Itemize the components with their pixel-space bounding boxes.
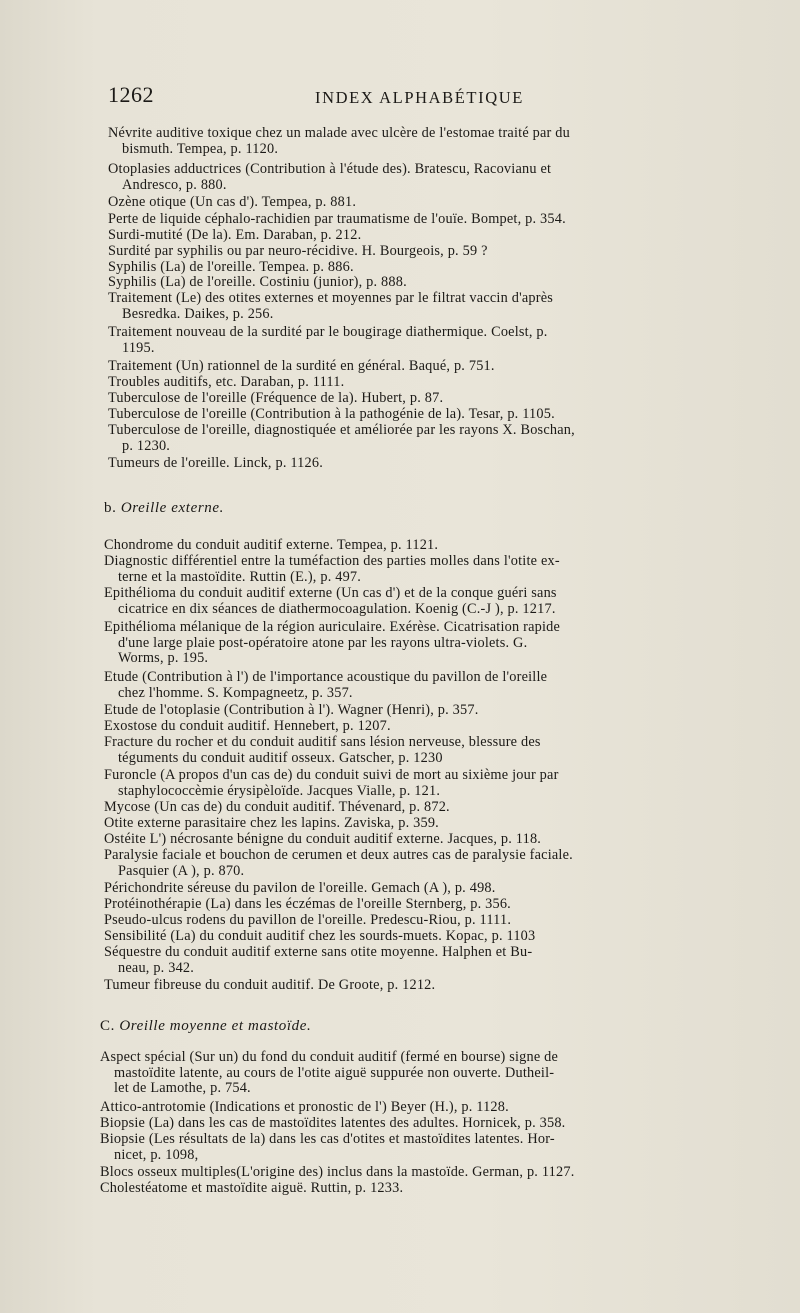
index-entry: Sensibilité (La) du conduit auditif chez les sourds-muets. Kopac, p. 1103 [104,928,536,944]
index-entry: Epithélioma mélanique de la région auriculaire. Exérèse. Cicatrisation rapide d'une large plaie post-opératoire atone par les rayons ultra-violets. G. Worms, p. 195. [104,619,561,667]
page-number: 1262 [108,82,154,107]
index-entry: Surdi-mutité (De la). Em. Daraban, p. 212. [108,227,362,243]
index-entry: Otite externe parasitaire chez les lapins. Zaviska, p. 359. [104,815,439,831]
index-entry: Ostéite L') nécrosante bénigne du conduit auditif externe. Jacques, p. 118. [104,831,542,847]
index-entry: Traitement (Un) rationnel de la surdité en général. Baqué, p. 751. [108,358,495,374]
index-entry: Tuberculose de l'oreille, diagnostiquée et améliorée par les rayons X. Boschan, p. 1230. [108,422,575,454]
index-entry: Aspect spécial (Sur un) du fond du conduit auditif (fermé en bourse) signe de mastoïdite latente, au cours de l'otite aiguë suppurée non ouverte. Dutheil- let de Lamothe, p. 754. [100,1049,559,1097]
index-entry: Exostose du conduit auditif. Hennebert, p. 1207. [104,718,391,734]
index-entry: Furoncle (A propos d'un cas de) du conduit suivi de mort au sixième jour par staphylococcèmie érysipèloïde. Jacques Vialle, p. 121. [104,767,559,799]
page-header [108,82,668,112]
index-entry: Tumeurs de l'oreille. Linck, p. 1126. [108,455,324,471]
index-entry: Ozène otique (Un cas d'). Tempea, p. 881. [108,194,357,210]
index-entry: Otoplasies adductrices (Contribution à l'étude des). Bratescu, Racovianu et Andresco, p. 880. [108,161,552,193]
index-entry: Névrite auditive toxique chez un malade avec ulcère de l'estomae traité par du bismuth. Tempea, p. 1120. [108,125,570,157]
index-entry: Syphilis (La) de l'oreille. Costiniu (junior), p. 888. [108,274,407,290]
index-entry: Périchondrite séreuse du pavilon de l'oreille. Gemach (A ), p. 498. [104,880,496,896]
section-heading-b: b. Oreille externe. [104,500,224,516]
index-entry: Diagnostic différentiel entre la tuméfaction des parties molles dans l'otite ex- terne et la mastoïdite. Ruttin (E.), p. 497. [104,553,560,585]
index-entry: Perte de liquide céphalo-rachidien par traumatisme de l'ouïe. Bompet, p. 354. [108,211,566,227]
index-entry: Epithélioma du conduit auditif externe (Un cas d') et de la conque guéri sans cicatrice en dix séances de diathermocoagulation. Koenig (C.-J ), p. 1217. [104,585,557,617]
index-entry: Syphilis (La) de l'oreille. Tempea. p. 886. [108,259,354,275]
index-entry: Traitement nouveau de la surdité par le bougirage diathermique. Coelst, p. 1195. [108,324,548,356]
index-entry: Biopsie (Les résultats de la) dans les cas d'otites et mastoïdites latentes. Hor- nicet, p. 1098, [100,1131,555,1163]
index-entry: Traitement (Le) des otites externes et moyennes par le filtrat vaccin d'après Besredka. Daikes, p. 256. [108,290,554,322]
index-entry: Tuberculose de l'oreille (Fréquence de la). Hubert, p. 87. [108,390,444,406]
index-entry: Séquestre du conduit auditif externe sans otite moyenne. Halphen et Bu- neau, p. 342. [104,944,533,976]
index-entry: Biopsie (La) dans les cas de mastoïdites latentes des adultes. Hornicek, p. 358. [100,1115,566,1131]
index-entry: Blocs osseux multiples(L'origine des) inclus dans la mastoïde. German, p. 1127. [100,1164,575,1180]
index-entry: Etude (Contribution à l') de l'importance acoustique du pavillon de l'oreille chez l'homme. S. Kompagneetz, p. 357. [104,669,548,701]
running-title: INDEX ALPHABÉTIQUE [315,88,524,107]
index-entry: Troubles auditifs, etc. Daraban, p. 1111. [108,374,345,390]
index-entry: Attico-antrotomie (Indications et pronostic de l') Beyer (H.), p. 1128. [100,1099,509,1115]
index-entry: Pseudo-ulcus rodens du pavillon de l'oreille. Predescu-Riou, p. 1111. [104,912,512,928]
index-entry: Mycose (Un cas de) du conduit auditif. Thévenard, p. 872. [104,799,450,815]
index-entry: Protéinothérapie (La) dans les éczémas de l'oreille Sternberg, p. 356. [104,896,511,912]
index-entry: Fracture du rocher et du conduit auditif sans lésion nerveuse, blessure des téguments du conduit auditif osseux. Gatscher, p. 1230 [104,734,541,766]
index-entry: Tumeur fibreuse du conduit auditif. De Groote, p. 1212. [104,977,436,993]
index-entry: Chondrome du conduit auditif externe. Tempea, p. 1121. [104,537,439,553]
index-entry: Tuberculose de l'oreille (Contribution à la pathogénie de la). Tesar, p. 1105. [108,406,555,422]
index-entry: Paralysie faciale et bouchon de cerumen et deux autres cas de paralysie faciale. Pasquier (A ), p. 870. [104,847,573,879]
index-entry: Cholestéatome et mastoïdite aiguë. Ruttin, p. 1233. [100,1180,404,1196]
index-entry: Etude de l'otoplasie (Contribution à l'). Wagner (Henri), p. 357. [104,702,479,718]
index-entry: Surdité par syphilis ou par neuro-récidive. H. Bourgeois, p. 59 ? [108,243,488,259]
section-heading-c: C. Oreille moyenne et mastoïde. [100,1018,312,1034]
